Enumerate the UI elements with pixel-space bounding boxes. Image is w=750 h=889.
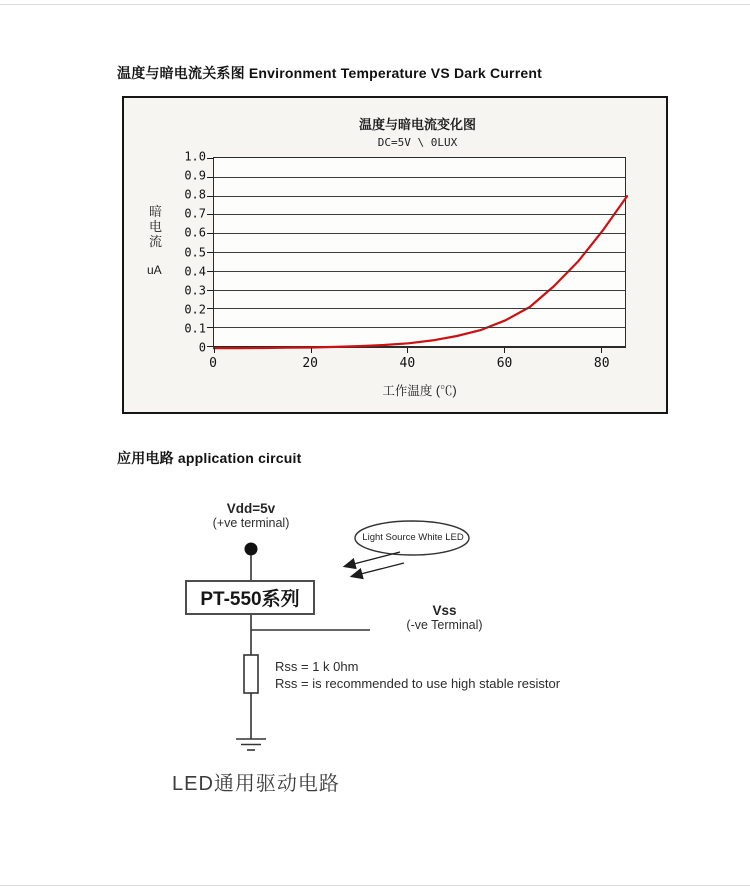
y-tick-mark: [207, 346, 213, 347]
gridline: [214, 327, 625, 328]
y-tick-label: 1.0: [184, 149, 206, 164]
y-tick-mark: [207, 196, 213, 197]
vdd-label-block: [190, 501, 312, 530]
x-axis-tick-labels: [209, 356, 626, 372]
gridline: [214, 196, 625, 197]
gridline: [214, 308, 625, 309]
vss-label: Vss: [432, 603, 457, 618]
y-tick-mark: [207, 214, 213, 215]
y-axis-unit: uA: [147, 263, 162, 277]
chart-section-title: 温度与暗电流关系图 Environment Temperature VS Dark Current: [117, 65, 542, 81]
y-tick-mark: [207, 158, 213, 159]
chart-subtitle: DC=5V \ 0LUX: [377, 136, 458, 149]
circuit-section-title: 应用电路 application circuit: [117, 450, 302, 466]
vss-label-block: [372, 603, 517, 632]
page-top-rule: [0, 4, 750, 5]
gridline: [214, 252, 625, 253]
light-source-label: Light Source White LED: [362, 532, 464, 543]
y-tick-label: 0.6: [184, 226, 206, 241]
dark-current-curve: [214, 196, 627, 348]
x-tick-mark: [311, 348, 312, 353]
gridline: [214, 214, 625, 215]
x-tick-label: 20: [302, 356, 318, 371]
x-tick-label: 60: [496, 356, 513, 371]
y-tick-label: 0.7: [184, 207, 206, 222]
vdd-label: Vdd=5v: [226, 501, 276, 516]
x-tick-mark: [214, 348, 215, 353]
y-tick-label: 0.8: [184, 187, 206, 202]
y-tick-mark: [207, 233, 213, 234]
y-axis-tick-labels: [162, 149, 206, 355]
y-tick-mark: [207, 252, 213, 253]
light-arrow-1: [344, 552, 400, 567]
gridline: [214, 271, 625, 272]
chart-panel: [122, 96, 668, 414]
y-axis-label: 暗电流: [148, 204, 162, 249]
page-bottom-rule: [0, 885, 750, 886]
y-tick-label: 0.2: [184, 302, 206, 317]
x-tick-label: 40: [399, 356, 416, 371]
rss-value-label: Rss = 1 k 0hm: [275, 659, 359, 674]
x-axis-title: 工作温度 (℃): [382, 384, 457, 398]
y-tick-mark: [207, 271, 213, 272]
curve-layer: [214, 158, 627, 349]
y-tick-mark: [207, 308, 213, 309]
y-tick-mark: [207, 177, 213, 178]
y-tick-label: 0.4: [184, 264, 206, 279]
y-tick-label: 0: [198, 340, 206, 355]
vdd-terminal-dot: [245, 543, 258, 556]
y-tick-mark: [207, 290, 213, 291]
y-tick-label: 0.5: [184, 245, 206, 260]
y-tick-label: 0.9: [184, 168, 206, 183]
circuit-caption: LED通用驱动电路: [172, 773, 340, 795]
light-arrow-2: [351, 563, 404, 577]
y-tick-label: 0.3: [184, 283, 206, 298]
x-tick-label: 80: [593, 356, 610, 371]
pt550-box: [185, 580, 315, 615]
chart-title: 温度与暗电流变化图: [358, 117, 476, 132]
gridline: [214, 290, 625, 291]
plot-area: [213, 157, 626, 348]
ground-symbol: [236, 739, 266, 750]
x-tick-mark: [601, 348, 602, 353]
x-tick-label: 0: [209, 356, 217, 371]
x-tick-mark: [407, 348, 408, 353]
y-tick-label: 0.1: [184, 321, 206, 336]
vss-terminal-label: (-ve Terminal): [406, 618, 483, 632]
y-tick-mark: [207, 327, 213, 328]
gridline: [214, 177, 625, 178]
vdd-terminal-label: (+ve terminal): [212, 516, 290, 530]
resistor-symbol: [244, 655, 258, 693]
gridline: [214, 233, 625, 234]
rss-note-label: Rss = is recommended to use high stable resistor: [275, 676, 561, 691]
x-tick-mark: [504, 348, 505, 353]
pt550-label: PT-550系列: [200, 589, 300, 610]
